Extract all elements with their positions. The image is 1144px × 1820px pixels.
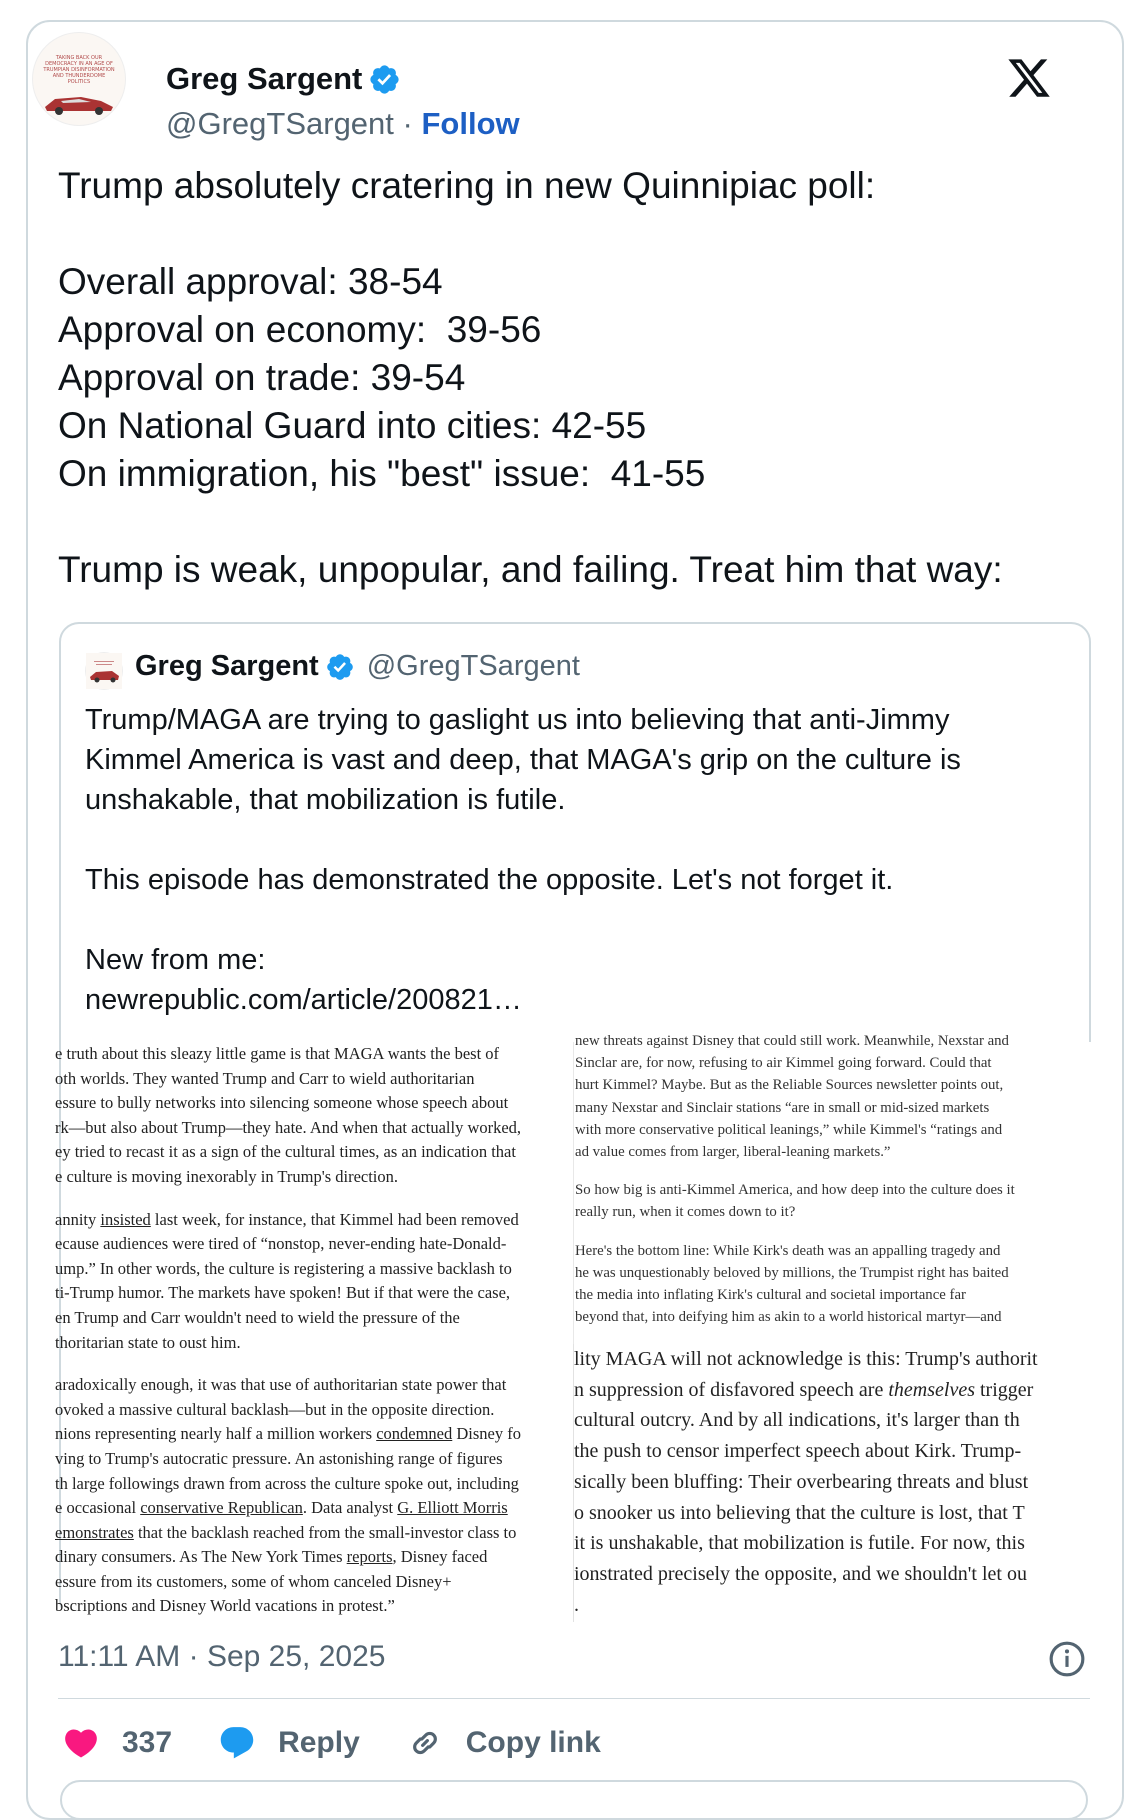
quote-line: New from me:	[85, 944, 266, 976]
article-line: .	[574, 1593, 579, 1616]
like-button[interactable]	[62, 1724, 172, 1762]
article-line: n suppression of disfavored speech are themselves trigger	[574, 1378, 1034, 1401]
quote-author-avatar	[85, 652, 123, 690]
tweet-line: On immigration, his "best" issue: 41-55	[58, 453, 706, 494]
reply-bubble-icon	[218, 1724, 256, 1762]
action-bar	[62, 1720, 647, 1766]
verified-badge-icon	[368, 63, 401, 96]
article-right-top-column	[575, 1030, 1095, 1332]
quoted-tweet[interactable]	[55, 622, 1091, 1620]
author-name-row	[166, 60, 401, 98]
article-paragraph: annity insisted last week, for instance, that Kimmel had been removed ecause audiences were tired of “nonstop, never-ending hate-Donald- ump.” In other words, the culture is registering a massive backlash to ti-Trump humor. The markets have spoken! But if that were the case, en Trump and Carr wouldn't need to wield the pressure of the thoritarian state to oust him.	[55, 1209, 519, 1352]
article-line: cultural outcry. And by all indications, it's larger than th	[574, 1409, 1020, 1432]
quote-link[interactable]: newrepublic.com/article/200821…	[85, 984, 522, 1016]
tweet-timestamp[interactable]: 11:11 AM · Sep 25, 2025	[58, 1640, 386, 1673]
link-icon	[406, 1724, 444, 1762]
action-separator	[58, 1698, 1090, 1699]
article-screenshot[interactable]	[55, 1033, 1093, 1622]
author-handle[interactable]: @GregTSargent	[166, 106, 394, 141]
quote-avatar-image	[86, 653, 122, 689]
heart-icon	[62, 1724, 100, 1762]
tweet-header	[32, 30, 1062, 141]
tweet-line	[58, 498, 1098, 546]
tweet-line: Trump is weak, unpopular, and failing. Treat him that way:	[58, 549, 1003, 590]
info-icon[interactable]	[1048, 1640, 1086, 1678]
quote-author-name: Greg Sargent	[135, 650, 319, 682]
tweet-line: Approval on trade: 39-54	[58, 357, 466, 398]
article-line: sically been bluffing: Their overbearing threats and blust	[574, 1470, 1029, 1493]
tweet-line: Overall approval: 38-54	[58, 261, 443, 302]
quote-author-handle: @GregTSargent	[366, 650, 580, 682]
article-left-column	[55, 1042, 571, 1622]
article-line: it is unshakable, that mobilization is futile. For now, this	[574, 1532, 1025, 1555]
quote-name-row	[135, 650, 580, 683]
article-paragraph: Here's the bottom line: While Kirk's death was an appalling tragedy and he was unquestionably beloved by millions, the Trumpist right has baited the media into inflating Kirk's cultural and societal importance far beyond that, into deifying him as akin to a world historical martyr—and	[575, 1242, 1009, 1326]
quote-text	[85, 700, 1065, 1020]
article-paragraph: e truth about this sleazy little game is that MAGA wants the best of oth worlds. They wanted Trump and Carr to wield authoritarian essure to bully networks into silencing someone whose speech about rk—but also about Trump—they hate. And when that actually worked, ey tried to recast it as a sign of the cultural times, as an indication that e culture is moving inexorably in Trump's direction.	[55, 1044, 522, 1186]
x-logo-icon[interactable]	[1006, 55, 1052, 101]
tweet-text	[58, 162, 1098, 594]
tweet-line: On National Guard into cities: 42-55	[58, 405, 647, 446]
author-avatar[interactable]	[32, 32, 126, 126]
quote-line: This episode has demonstrated the opposite. Let's not forget it.	[85, 864, 894, 896]
article-right-bottom-column	[573, 1344, 1094, 1622]
tweet-line: Trump absolutely cratering in new Quinnipiac poll:	[58, 165, 876, 206]
like-count: 337	[122, 1726, 173, 1759]
article-line: the push to censor imperfect speech about Kirk. Trump-	[574, 1440, 1022, 1463]
avatar-car-image	[41, 93, 117, 115]
reply-label: Reply	[278, 1726, 360, 1759]
article-paragraph: So how big is anti-Kimmel America, and how deep into the culture does it really run, when it comes down to it?	[575, 1182, 1015, 1221]
article-paragraph: new threats against Disney that could still work. Meanwhile, Nexstar and Sinclar are, for now, refusing to air Kimmel going forward. Could that hurt Kimmel? Maybe. But as the Reliable Sources newsletter points out, many Nexstar and Sinclair stations “are in small or mid-sized markets with more conservative political leanings,” while Kimmel's “ratings and ad value comes from larger, liberal-leaning markets.”	[575, 1033, 1009, 1161]
quote-line: Kimmel America is vast and deep, that MAGA's grip on the culture is	[85, 744, 961, 776]
article-paragraph: aradoxically enough, it was that use of authoritarian state power that ovoked a massive cultural backlash—but in the opposite direction. nions representing nearly half a million workers condemned Disney fo ving to Trump's autocratic pressure. An astonishing range of figures th large followings drawn from across the culture spoke out, including e occasional conservative Republican. Data analyst G. Elliott Morris emonstrates that the backlash reached from the small-investor class to dinary consumers. As The New York Times reports, Disney faced essure from its customers, some of whom canceled Disney+ bscriptions and Disney World vacations in protest.”	[55, 1375, 522, 1616]
quote-line	[85, 900, 1065, 940]
read-replies-button[interactable]	[60, 1780, 1088, 1820]
article-line: lity MAGA will not acknowledge is this: Trump's authorit	[574, 1348, 1038, 1370]
quote-line: unshakable, that mobilization is futile.	[85, 784, 566, 816]
author-handle-row	[166, 106, 520, 142]
author-name[interactable]: Greg Sargent	[166, 61, 363, 96]
quote-line	[85, 820, 1065, 860]
avatar-book-text: TAKING BACK OUR DEMOCRACY IN AN AGE OF TRUMPIAN DISINFORMATION AND THUNDERDOME POLITICS	[43, 55, 115, 85]
article-line: o snooker us into believing that the culture is lost, that T	[574, 1501, 1025, 1524]
quote-line: Trump/MAGA are trying to gaslight us into believing that anti-Jimmy	[85, 704, 950, 736]
copy-link-label: Copy link	[465, 1726, 601, 1759]
copy-link-button[interactable]	[406, 1724, 601, 1762]
reply-button[interactable]	[218, 1724, 360, 1762]
tweet-line	[58, 210, 1098, 258]
follow-button[interactable]: Follow	[421, 106, 520, 141]
article-line: ionstrated precisely the opposite, and we shouldn't let ou	[574, 1562, 1027, 1585]
handle-separator: ·	[402, 106, 413, 141]
verified-badge-icon	[325, 652, 355, 682]
tweet-line: Approval on economy: 39-56	[58, 309, 542, 350]
